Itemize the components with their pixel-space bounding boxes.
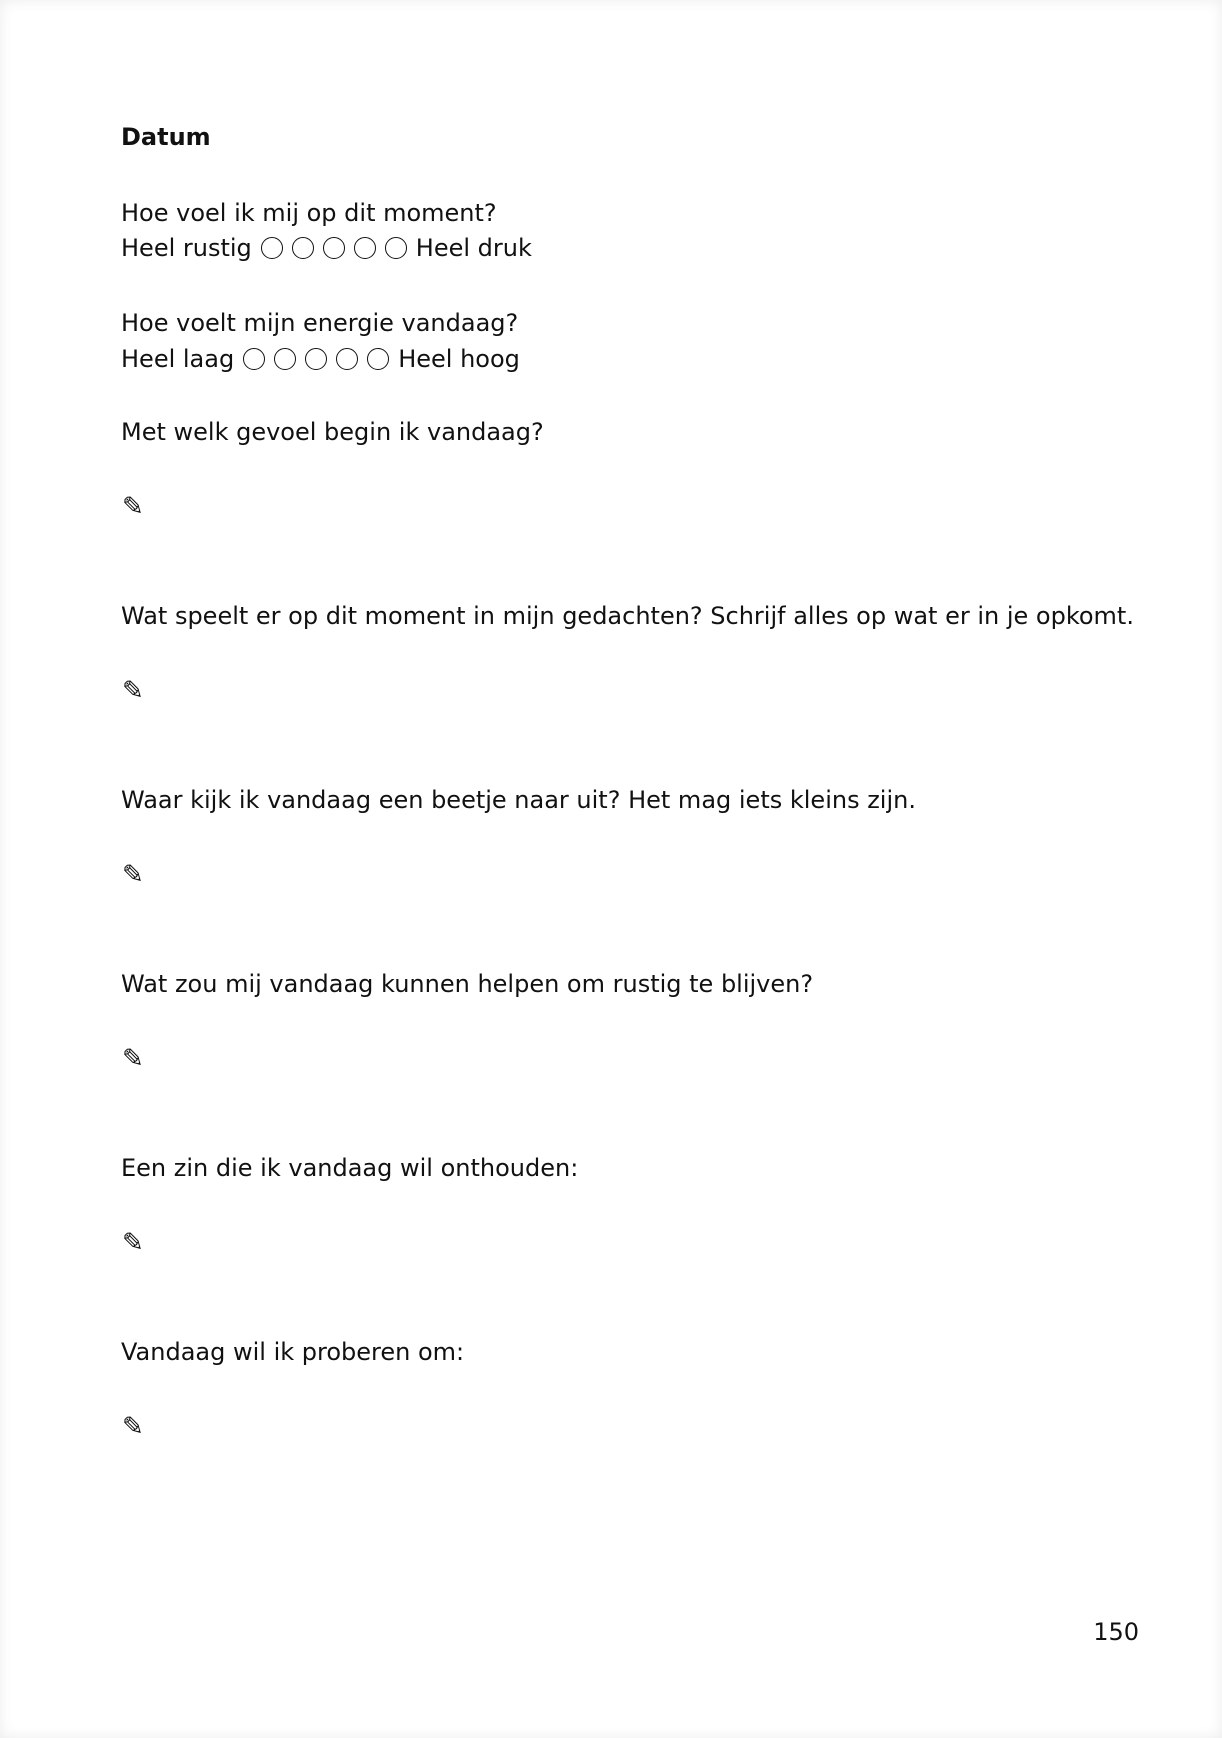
prompt-look-forward: Waar kijk ik vandaag een beetje naar uit? Het mag iets kleins zijn. xyxy=(121,786,916,814)
scale-row-energy xyxy=(121,341,520,377)
rating-circle-3[interactable] xyxy=(305,348,327,370)
rating-circle-4[interactable] xyxy=(336,348,358,370)
pencil-icon: ✎ xyxy=(122,860,144,890)
scale-low-label: Heel rustig xyxy=(121,234,252,262)
rating-circle-1[interactable] xyxy=(243,348,265,370)
prompt-try-today: Vandaag wil ik proberen om: xyxy=(121,1338,465,1366)
scale-question-energy: Hoe voelt mijn energie vandaag? xyxy=(121,309,519,337)
rating-circle-4[interactable] xyxy=(354,237,376,259)
rating-circle-2[interactable] xyxy=(274,348,296,370)
scale-high-label: Heel hoog xyxy=(398,345,520,373)
prompt-thoughts: Wat speelt er op dit moment in mijn gedachten? Schrijf alles op wat er in je opkomt. xyxy=(121,602,1134,630)
rating-circle-1[interactable] xyxy=(261,237,283,259)
pencil-icon: ✎ xyxy=(122,1412,144,1442)
pencil-icon: ✎ xyxy=(122,492,144,522)
rating-circle-5[interactable] xyxy=(385,237,407,259)
prompt-sentence: Een zin die ik vandaag wil onthouden: xyxy=(121,1154,579,1182)
page-title: Datum xyxy=(121,123,211,151)
pencil-icon: ✎ xyxy=(122,676,144,706)
rating-circle-2[interactable] xyxy=(292,237,314,259)
page-number: 150 xyxy=(1093,1618,1139,1646)
pencil-icon: ✎ xyxy=(122,1044,144,1074)
rating-circle-5[interactable] xyxy=(367,348,389,370)
rating-circle-3[interactable] xyxy=(323,237,345,259)
prompt-feeling: Met welk gevoel begin ik vandaag? xyxy=(121,418,544,446)
scale-question-calm: Hoe voel ik mij op dit moment? xyxy=(121,199,497,227)
prompt-stay-calm: Wat zou mij vandaag kunnen helpen om rustig te blijven? xyxy=(121,970,814,998)
scale-high-label: Heel druk xyxy=(415,234,532,262)
scale-row-calm xyxy=(121,230,532,266)
scale-low-label: Heel laag xyxy=(121,345,235,373)
rating-options xyxy=(261,237,407,259)
pencil-icon: ✎ xyxy=(122,1228,144,1258)
rating-options xyxy=(243,348,389,370)
